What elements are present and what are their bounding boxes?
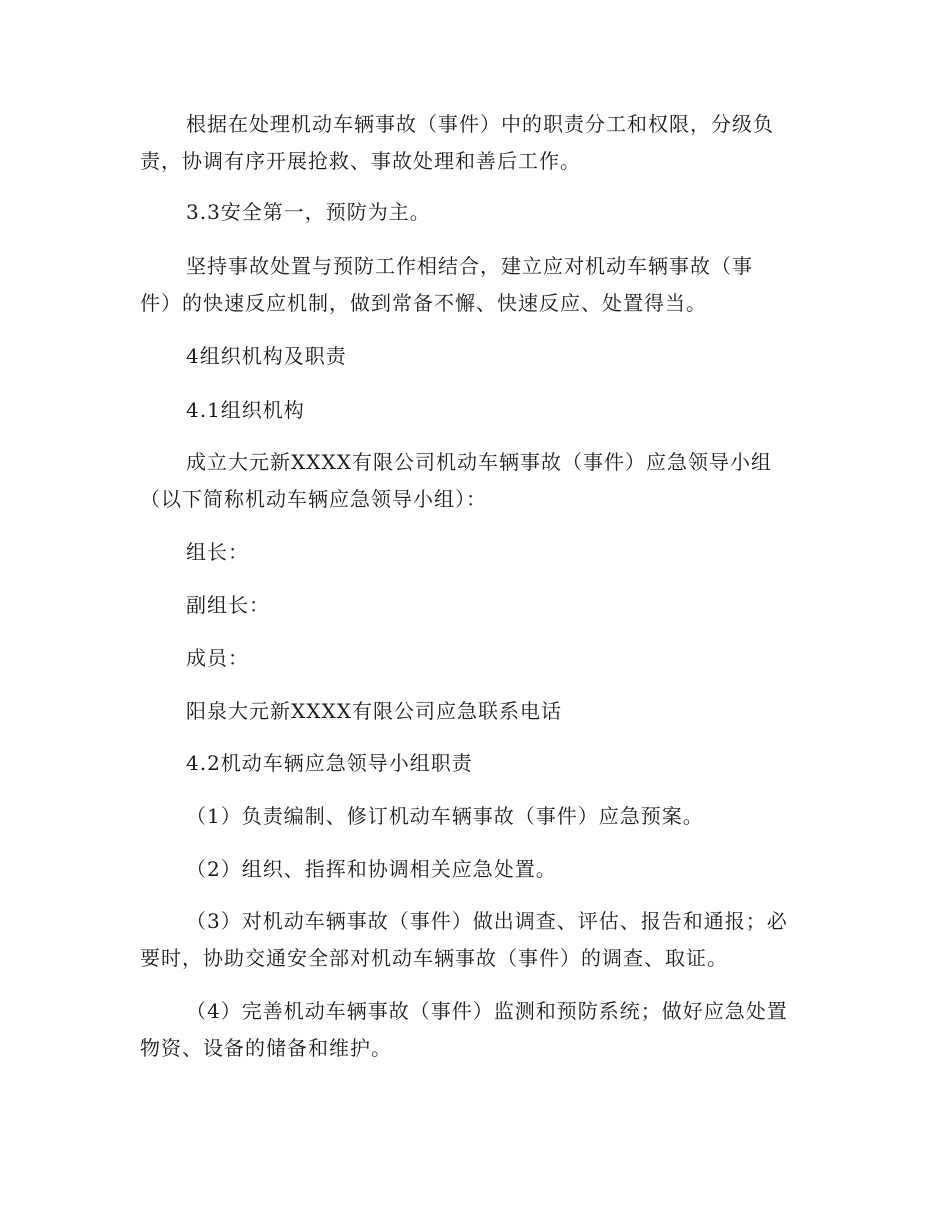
text-line: 4组织机构及职责 — [186, 344, 347, 368]
text-line: 副组长： — [186, 593, 270, 617]
text-line: 物资、设备的储备和维护。 — [140, 1036, 392, 1060]
text-line: 要时，协助交通安全部对机动车辆事故（事件）的调查、取证。 — [140, 946, 728, 970]
paragraph-establish-group — [140, 444, 808, 518]
text-line: 组长： — [186, 540, 249, 564]
deputy-leader-line — [140, 587, 808, 624]
heading-4-1 — [140, 392, 808, 429]
group-leader-line — [140, 534, 808, 571]
duty-item-1 — [140, 798, 808, 835]
text-line: （3）对机动车辆事故（事件）做出调查、评估、报告和通报；必 — [186, 909, 788, 933]
text-line: 根据在处理机动车辆事故（事件）中的职责分工和权限，分级负 — [186, 112, 774, 136]
text-line: 成立大元新XXXX有限公司机动车辆事故（事件）应急领导小组 — [186, 450, 772, 474]
text-line: 4.1组织机构 — [186, 398, 305, 422]
text-line: （2）组织、指挥和协调相关应急处置。 — [186, 857, 557, 881]
paragraph-prevention — [140, 248, 808, 322]
text-line: 件）的快速反应机制，做到常备不懈、快速反应、处置得当。 — [140, 291, 707, 315]
text-line: （以下简称机动车辆应急领导小组）： — [140, 487, 487, 511]
text-line: 3.3安全第一，预防为主。 — [186, 200, 431, 224]
text-line: （4）完善机动车辆事故（事件）监测和预防系统；做好应急处置 — [186, 999, 788, 1023]
text-line: 成员： — [186, 646, 249, 670]
text-line: 责，协调有序开展抢救、事故处理和善后工作。 — [140, 149, 581, 173]
heading-3-3 — [140, 194, 808, 231]
text-line: （1）负责编制、修订机动车辆事故（事件）应急预案。 — [186, 804, 704, 828]
heading-4 — [140, 338, 808, 375]
duty-item-2 — [140, 851, 808, 888]
text-line: 坚持事故处置与预防工作相结合，建立应对机动车辆事故（事 — [186, 254, 753, 278]
text-line: 阳泉大元新XXXX有限公司应急联系电话 — [186, 699, 562, 723]
text-line: 4.2机动车辆应急领导小组职责 — [186, 751, 473, 775]
duty-item-3 — [140, 903, 808, 977]
duty-item-4 — [140, 993, 808, 1067]
heading-4-2 — [140, 745, 808, 782]
emergency-contact-line — [140, 693, 808, 730]
paragraph-responsibility — [140, 106, 808, 180]
members-line — [140, 640, 808, 677]
